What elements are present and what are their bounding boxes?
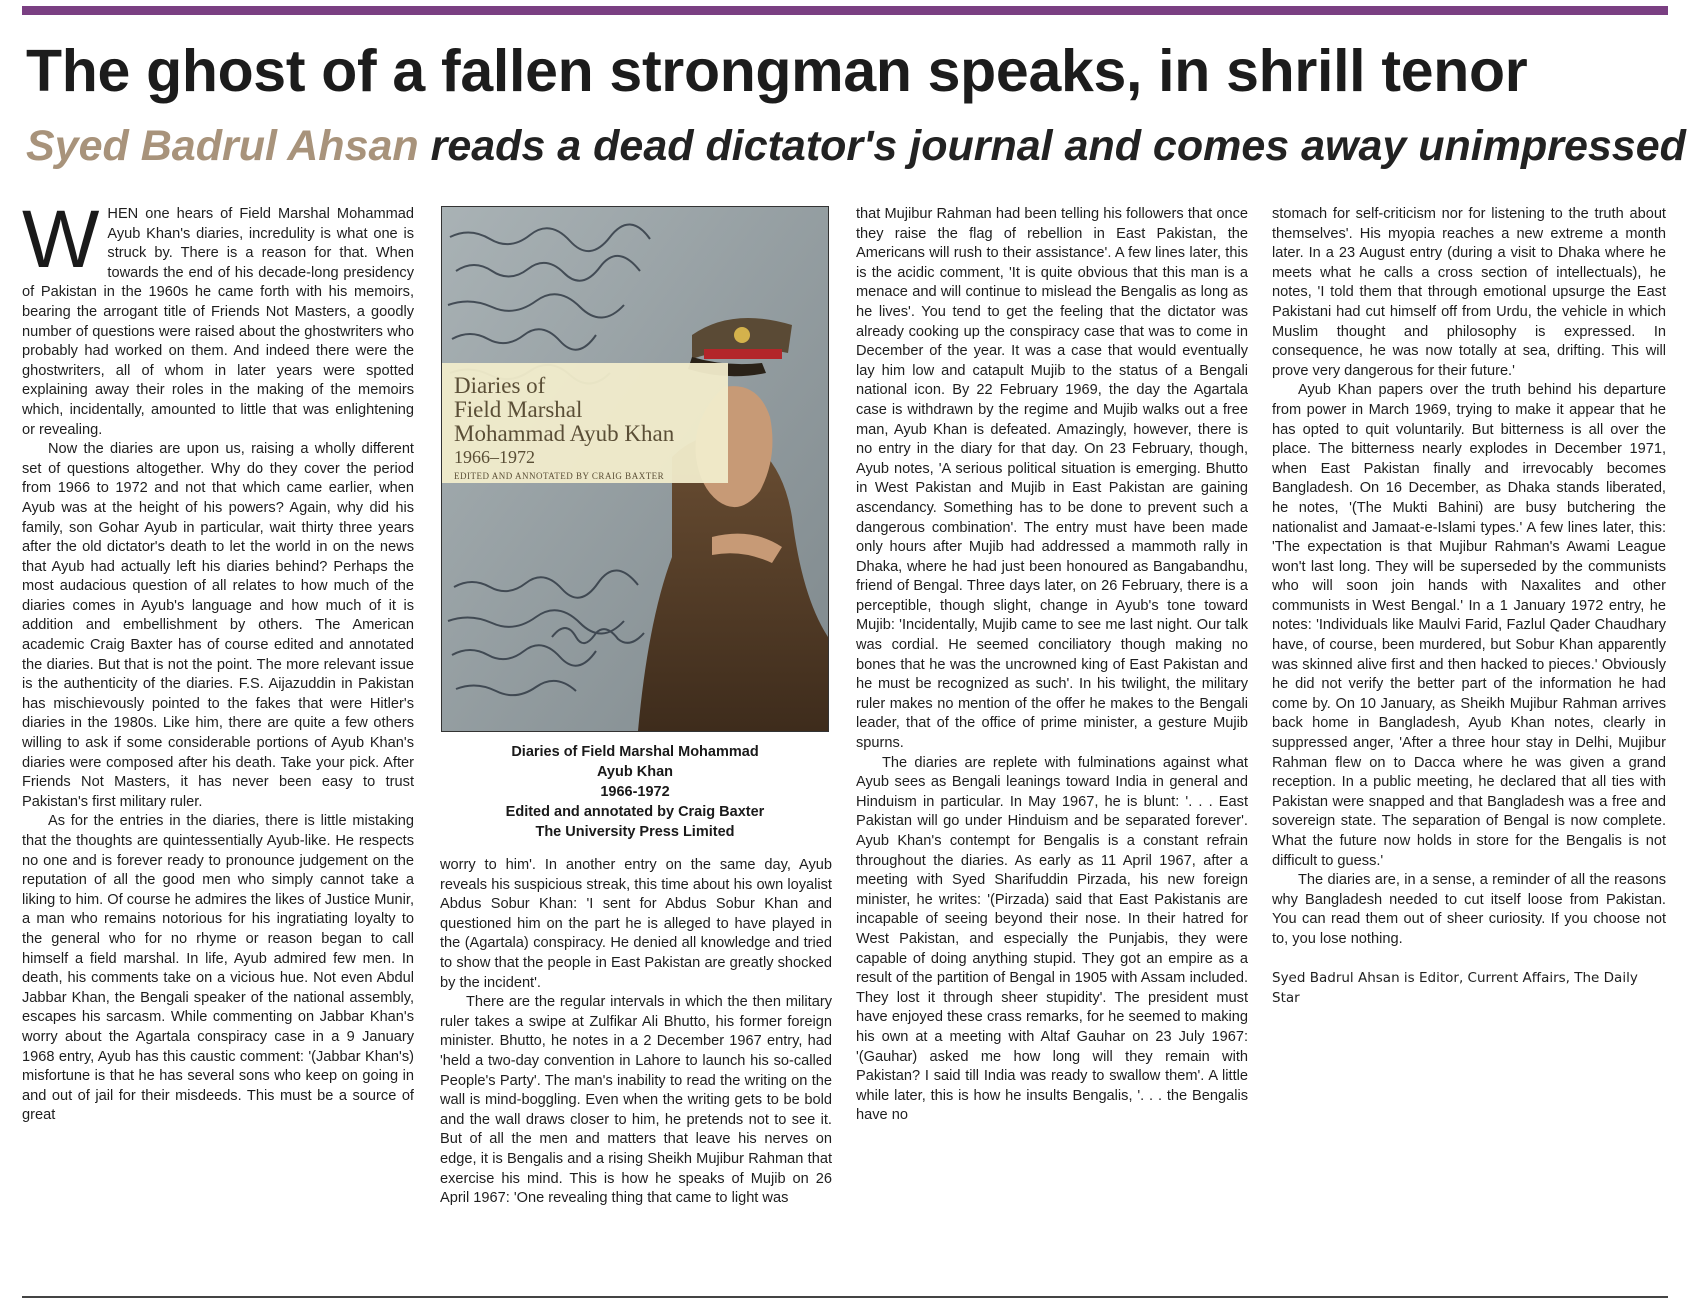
caption-line: The University Press Limited [535,824,735,840]
caption-line: Ayub Khan [597,764,673,780]
paragraph [22,194,414,440]
article-column-4 [1272,205,1666,1008]
paragraph: There are the regular intervals in which the then military ruler takes a swipe at Zulfikar Ali Bhutto, his former foreign minister. Bhutto, he notes in a 2 December 1967 entry, had 'held a two-day convention in Lahore to launch his so-called People's Party'. The man's inability to read the writing on the wall is mind-boggling. Even when the writing gets to be bold and the wall draws closer to him, he pretends not to see it. But of all the men and matters that leave his nerves on edge, it is Bengalis and a rising Sheikh Mujibur Rahman that exercise his mind. This is how he speaks of Mujib on 26 April 1967: 'One revealing thing that came to light was [440,994,832,1207]
headline: The ghost of a fallen strongman speaks, in shrill tenor [26,38,1528,104]
paragraph: Now the diaries are upon us, raising a wholly different set of questions altogether. Why do they cover the period from 1966 to 1972 and not that which came earlier, when Ayub was at the height of his powers? Again, why did his family, son Gohar Ayub in particular, wait thirty three years after the old dictator's death to let the world in on the news that Ayub had actually left his diaries behind? Perhaps the most audacious question of all relates to how much of the diaries comes in Ayub's language and how much of it is addition and embellishment by others. The American academic Craig Baxter has of course edited and annotated the diaries. But that is not the point. The more relevant issue is the authenticity of the diaries. F.S. Aijazuddin in Pakistan has mischievously pointed to the fakes that were Hitler's diaries in the 1980s. Like him, there are quite a few others willing to ask if some considerable portions of Ayub Khan's diaries were composed after his death. Take your pick. After Friends Not Masters, it has never been easy to trust Pakistan's first military ruler. [22,441,414,810]
subhead [26,118,1686,174]
article-column-2 [440,856,832,1209]
cover-editor-line: EDITED AND ANNOTATED BY CRAIG BAXTER [454,471,665,481]
cover-title-line: Mohammad Ayub Khan [454,421,675,446]
author-name: Syed Badrul Ahsan [26,122,419,170]
image-caption [440,742,830,842]
book-cover-image [441,206,829,732]
caption-line: Diaries of Field Marshal Mohammad [511,744,759,760]
paragraph: The diaries are replete with fulminations against what Ayub sees as Bengali leanings toward India in general and Hinduism in particular. In May 1967, he is blunt: '. . . East Pakistan will go under Hinduism and be separated forever'. Ayub Khan's contempt for Bengalis is a constant refrain throughout the diaries. As early as 11 April 1967, after a meeting with Syed Sharifuddin Pirzada, his new foreign minister, he writes: '(Pirzada) said that East Pakistanis are incapable of seeing beyond their nose. In their hatred for West Pakistan, and especially the Punjabis, they were capable of doing anything stupid. They got an empire as a result of the partition of Bengal in 1905 with Assam included. They lost it through sheer stupidity'. The president must have enjoyed these crass remarks, for he seemed to making his own at a meeting with Altaf Gauhar on 23 July 1967: '(Gauhar) asked me how long will they remain with Pakistan? I said till India was ready to swallow them'. A little while later, this is how he insults Bengalis, '. . . the Bengalis have no [856,754,1248,1124]
paragraph-text: HEN one hears of Field Marshal Mohammad Ayub Khan's diaries, incredulity is what one is struck by. There is a reason for that. When towards the end of his decade-long presidency of Pakistan in the 1960s he came forth with his memoirs, bearing the arrogant title of Friends Not Masters, a goodly number of questions were raised about the ghostwriters who probably had worked on them. And indeed there were the ghostwriters, all of whom in later years were spotted explaining away their roles in the making of the memoirs which, incidentally, amounted to little that was enlightening or revealing. [22,206,414,438]
caption-line: 1966-1972 [600,784,670,800]
top-rule [22,6,1668,15]
caption-line: Edited and annotated by Craig Baxter [505,804,765,820]
paragraph: The diaries are, in a sense, a reminder of all the reasons why Bangladesh needed to cut itself loose from Pakistan. You can read them out of sheer curiosity. If you choose not to, you lose nothing. [1272,872,1666,947]
paragraph: As for the entries in the diaries, there is little mistaking that the thoughts are quintessentially Ayub-like. He respects no one and is forever ready to pronounce judgement on the reputation of all the good men who simply cannot take a liking to him. Of course he admires the likes of Justice Munir, a man who remains notorious for his ingratiating loyalty to the general who for no rhyme or reason began to call himself a field marshal. In life, Ayub admired few men. In death, his comments take on a vicious hue. Not even Abdul Jabbar Khan, the Bengali speaker of the national assembly, escapes his sarcasm. While commenting on Jabbar Khan's worry about the Agartala conspiracy case in a 9 January 1968 entry, Ayub has this caustic comment: '(Jabbar Khan's) misfortune is that he has several sons who keep on going in and out of jail for their misdeeds. This must be a source of great [22,813,414,1124]
paragraph: that Mujibur Rahman had been telling his followers that once they raise the flag of rebellion in East Pakistan, the Americans will rush to their assistance'. A few lines later, this is the acidic comment, 'It is quite obvious that this man is a menace and will continue to mislead the Bengalis as long as he lives'. You tend to get the feeling that the dictator was already cooking up the conspiracy case that was to come in December of the year. It was a case that would eventually lay him low and catapult Mujib to the status of a Bengali national icon. By 22 February 1969, the day the Agartala case is withdrawn by the regime and Mujib walks out a free man, Ayub Khan is defeated. Amazingly, however, there is no entry in the diary for that day. On 23 February, though, Ayub notes, 'A serious political situation is emerging. Bhutto in West Pakistan and Mujib in East Pakistan are gaining ascendancy. Something has to be done to prevent such a dangerous combination'. The entry must have been made only hours after Mujib had addressed a mammoth rally in Dhaka, where he had just been honoured as Bangabandhu, friend of Bengal. Three days later, on 26 February, there is a perceptible, though slight, change in Ayub's tone toward Mujib: 'Incidentally, Mujib came to see me last night. Our talk was cordial. He seemed conciliatory though making no bones that he was the uncrowned king of East Pakistan and he must be recognized as such'. In his twilight, the military ruler makes no mention of the offer he makes to the Bengali leader, that of the office of prime minister, a gesture Mujib spurns. [856,206,1248,752]
author-bio: Syed Badrul Ahsan is Editor, Current Affairs, The Daily Star [1272,969,1638,1006]
cover-years: 1966–1972 [454,447,535,467]
bottom-rule [22,1296,1668,1298]
subhead-text: reads a dead dictator's journal and comes away unimpressed [418,122,1686,170]
cover-title-line: Field Marshal [454,397,583,422]
article-column-1 [22,194,414,1126]
paragraph: stomach for self-criticism nor for listening to the truth about themselves'. His myopia reaches a new extreme a month later. In a 23 August entry (during a visit to Dhaka where he meets what he calls a cross section of intellectuals), he notes, 'I told them that through emotional upsurge the East Pakistani had cut himself off from Urdu, the vehicle in which Muslim thought and philosophy is expressed. In consequence, he was now totally at sea, drifting. This will prove very dangerous for their future.' [1272,206,1666,379]
article-column-3 [856,205,1248,1126]
paragraph: Ayub Khan papers over the truth behind his departure from power in March 1969, trying to make it appear that he has opted to quit voluntarily. But bitterness is all over the place. The bitterness nearly explodes in December 1971, when East Pakistan finally and irrevocably becomes Bangladesh. On 16 December, as Dhaka stands liberated, he notes, '(The Mukti Bahini) are busy butchering the nationalist and Jamaat-e-Islami types.' A few lines later, this: 'The expectation is that Mujibur Rahman's Awami League won't last long. They will be superseded by the communists who will soon join hands with Naxalites and other communists in West Bengal.' In a 1 January 1972 entry, he notes: 'Individuals like Maulvi Farid, Fazlul Qader Chaudhary have, of course, been murdered, but Sobur Khan apparently was skinned alive first and then hacked to pieces.' Obviously he did not verify the better part of the information he had come by. On 10 January, as Sheikh Mujibur Rahman arrives back home in Bangladesh, Ayub Khan notes, clearly in suppressed anger, 'After a three hour stay in Delhi, Mujibur Rahman flew on to Dacca where he was given a grand reception. In a public meeting, he declared that all ties with Pakistan were snapped and that Bangladesh was a free and sovereign state. The separation of Bengal is now complete. What the future now holds in store for the Bengalis is not difficult to guess.' [1272,382,1666,869]
cover-title-line: Diaries of [454,373,546,398]
paragraph: worry to him'. In another entry on the same day, Ayub reveals his suspicious streak, this time about his own loyalist Abdus Sobur Khan: 'I sent for Abdus Sobur Khan and questioned him on the part he is alleged to have played in the (Agartala) conspiracy. He denied all knowledge and tried to show that the people in East Pakistan are greatly shocked by the incident'. [440,857,832,991]
drop-cap: W [22,194,100,285]
